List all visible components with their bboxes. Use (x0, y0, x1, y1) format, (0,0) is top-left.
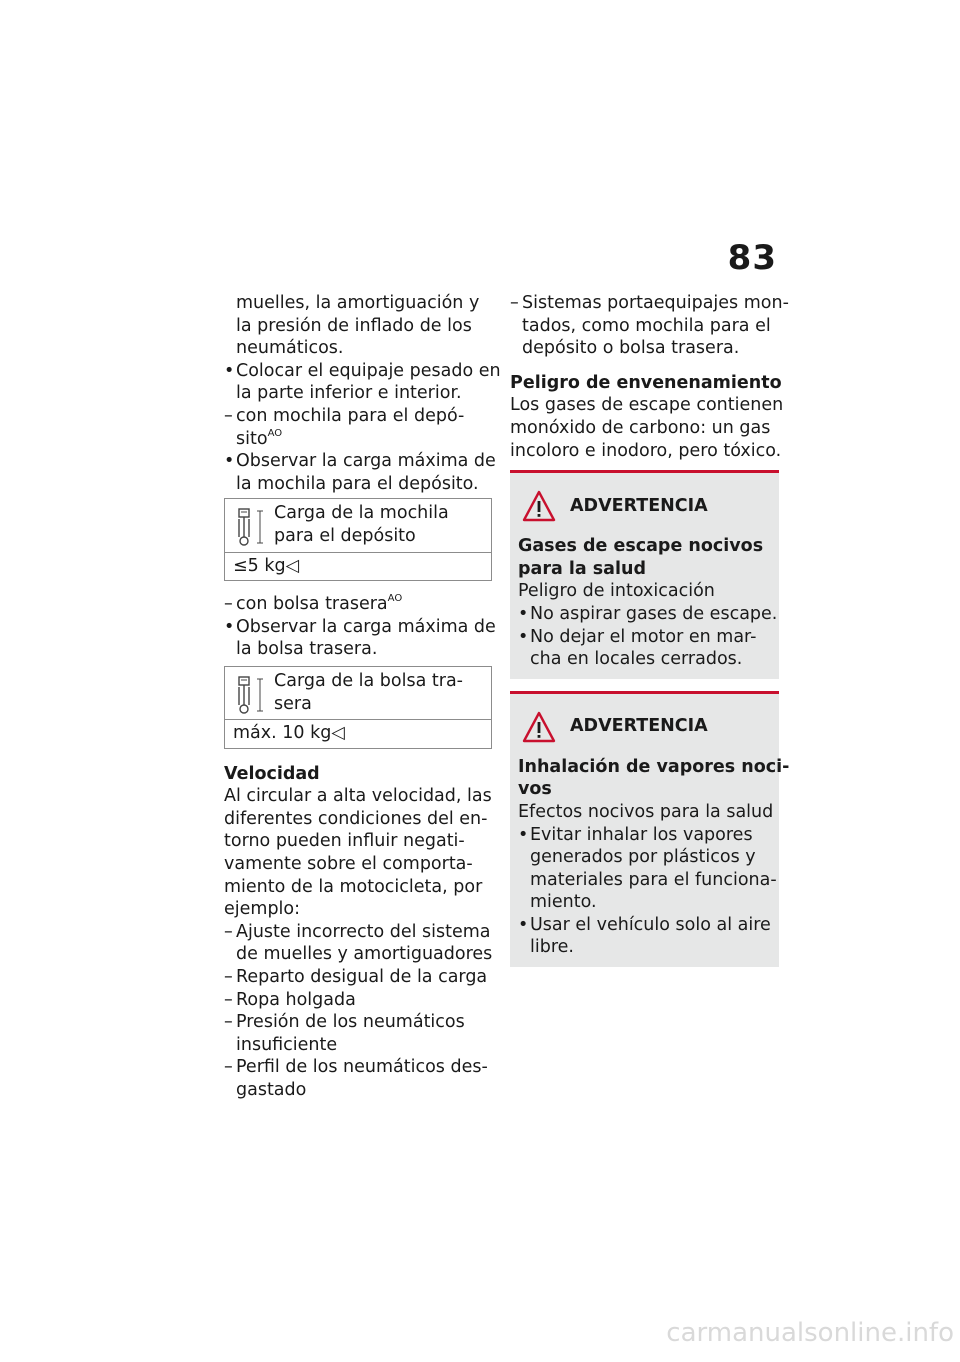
text-line: de muelles y amortiguadores (236, 944, 493, 965)
bullet-item: •No aspirar gases de escape. (518, 603, 778, 624)
text-line: ejemplo: (224, 899, 301, 920)
right-column (510, 292, 790, 967)
dash-item: – Reparto desigual de la carga (224, 967, 488, 988)
text-line: miento. (530, 892, 597, 913)
text-line: tados, como mochila para el (522, 315, 771, 336)
spec-table-header (225, 499, 491, 552)
load-weight-icon (233, 675, 267, 715)
warning-box-exhaust (510, 470, 779, 679)
warning-title: ADVERTENCIA (570, 495, 708, 516)
warning-lead: Peligro de intoxicación (518, 581, 715, 602)
text-line: sito$^{AO}$ (236, 427, 283, 449)
text-line: Los gases de escape contienen (510, 395, 784, 416)
dash-item: – con bolsa trasera$^{AO}$ (224, 593, 403, 615)
watermark: carmanualsonline.info (666, 1318, 954, 1348)
text-line: diferentes condiciones del en- (224, 808, 488, 829)
spec-table-title: Carga de la mochila para el depósito (274, 503, 449, 546)
text-line: insuficiente (236, 1034, 338, 1055)
text-line: depósito o bolsa trasera. (522, 338, 740, 359)
warning-subtitle: para la salud (518, 558, 646, 579)
dash-item: – con mochila para el depó- (224, 405, 465, 426)
spec-table-tank-bag (224, 498, 492, 581)
warning-box-vapors (510, 691, 790, 967)
dash-item: – Ajuste incorrecto del sistema (224, 921, 491, 942)
spec-table-value: ≤5 kg◁ (233, 555, 300, 576)
spec-table-value: máx. 10 kg◁ (233, 723, 345, 744)
text-line: la bolsa trasera. (236, 639, 378, 660)
load-weight-icon (233, 507, 267, 547)
text-line: vamente sobre el comporta- (224, 854, 473, 875)
text-line: la parte inferior e interior. (236, 383, 462, 404)
text-line: libre. (530, 937, 574, 958)
warning-lead: Efectos nocivos para la salud (518, 801, 774, 822)
text-line: cha en locales cerrados. (530, 649, 743, 670)
spec-table-header (225, 667, 491, 720)
warning-body (518, 756, 790, 959)
dash-item: – Presión de los neumáticos (224, 1012, 465, 1033)
text-line: miento de la motocicleta, por (224, 876, 483, 897)
bullet-item: •Usar el vehículo solo al aire (518, 914, 771, 935)
superscript: AO (387, 593, 403, 605)
warning-triangle-icon (522, 711, 556, 743)
section-heading-velocity: Velocidad (224, 763, 320, 784)
bullet-item: •Evitar inhalar los vapores (518, 824, 753, 845)
superscript: AO (267, 427, 283, 439)
warning-subtitle: Inhalación de vapores noci- (518, 756, 790, 777)
spec-table-title: Carga de la bolsa tra- sera (274, 670, 463, 714)
warning-header (518, 487, 779, 525)
dash-item: – Perfil de los neumáticos des- (224, 1057, 488, 1078)
bullet-item: •Observar la carga máxima de (224, 616, 496, 637)
dash-item: – Ropa holgada (224, 989, 356, 1010)
warning-header (518, 708, 779, 746)
spec-table-rear-bag (224, 666, 492, 749)
section-heading-poisoning: Peligro de envenenamiento (510, 372, 782, 393)
text-line: materiales para el funciona- (530, 869, 777, 890)
warning-title: ADVERTENCIA (570, 716, 708, 737)
text-line: incoloro e inodoro, pero tóxico. (510, 440, 782, 461)
bullet-item: •No dejar el motor en mar- (518, 626, 757, 647)
warning-subtitle: vos (518, 779, 552, 800)
left-column (224, 292, 501, 1102)
page-number: 83 (727, 238, 777, 278)
text-line: torno pueden influir negati- (224, 831, 465, 852)
text-line: la mochila para el depósito. (236, 473, 479, 494)
bullet-item: •Colocar el equipaje pesado en (224, 360, 501, 381)
text-line: muelles, la amortiguación y (236, 293, 480, 313)
text-line: la presión de inflado de los (236, 315, 472, 336)
bullet-item: •Observar la carga máxima de (224, 451, 496, 472)
warning-triangle-icon (522, 490, 556, 522)
text-line: Al circular a alta velocidad, las (224, 786, 492, 807)
warning-subtitle: Gases de escape nocivos (518, 536, 764, 557)
warning-body (518, 535, 779, 671)
text-line: neumáticos. (236, 338, 344, 359)
text-line: gastado (236, 1080, 307, 1100)
text-line: generados por plásticos y (530, 847, 756, 868)
dash-item: – Sistemas portaequipajes mon- (510, 293, 789, 313)
text-line: monóxido de carbono: un gas (510, 417, 771, 438)
